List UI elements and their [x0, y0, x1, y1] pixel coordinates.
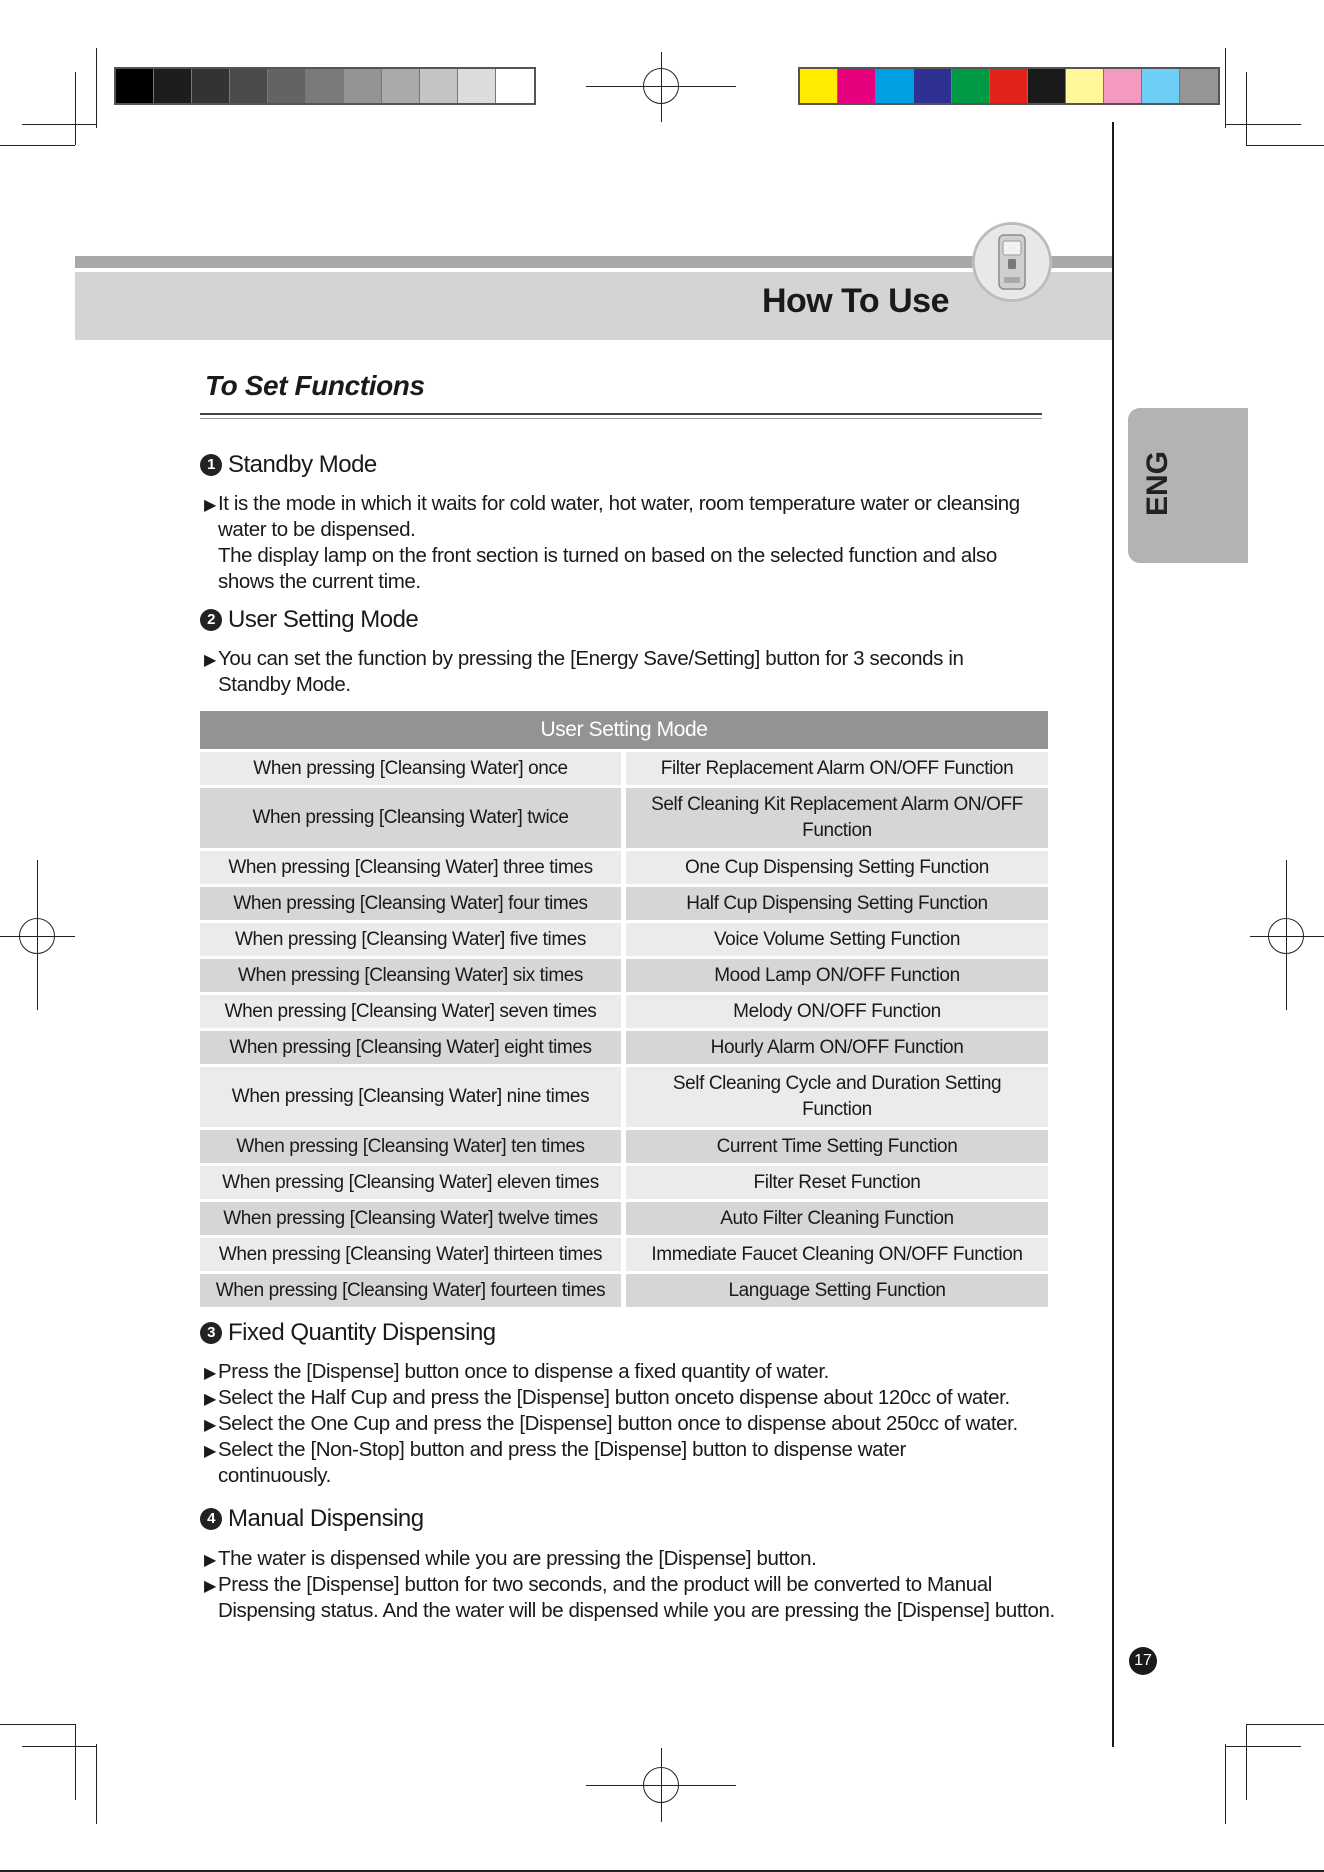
- paragraph-line: Standby Mode.: [218, 673, 351, 696]
- paragraph-line: Dispensing status. And the water will be dispensed while you are pressing the [Dispense] button.: [218, 1599, 1055, 1622]
- bullet-arrow-icon: ▶: [204, 497, 216, 514]
- heading-standby-mode: [200, 451, 377, 479]
- color-swatch: [1066, 69, 1104, 103]
- table-cell-function: Self Cleaning Cycle and Duration Setting Function: [626, 1067, 1048, 1127]
- page-title: How To Use: [761, 282, 949, 320]
- heading-text: Manual Dispensing: [228, 1505, 424, 1532]
- manual-dispensing-text: [204, 1546, 1084, 1624]
- heading-text: User Setting Mode: [228, 606, 419, 633]
- header-band-line: [75, 256, 1113, 268]
- bullet-arrow-icon: ▶: [204, 1417, 216, 1434]
- paragraph-line: The water is dispensed while you are pressing the [Dispense] button.: [218, 1547, 817, 1570]
- color-swatch: [116, 69, 154, 103]
- bullet-arrow-icon: ▶: [204, 652, 216, 669]
- table-cell-action: When pressing [Cleansing Water] seven times: [200, 995, 621, 1028]
- paragraph-line: You can set the function by pressing the [Energy Save/Setting] button for 3 seconds in: [218, 647, 964, 670]
- number-badge: 4: [200, 1508, 222, 1530]
- table-row: [200, 1202, 1048, 1235]
- table-cell-action: When pressing [Cleansing Water] ten times: [200, 1130, 621, 1163]
- table-body: [200, 752, 1048, 1307]
- paragraph-line: Select the [Non-Stop] button and press the [Dispense] button to dispense water: [218, 1438, 906, 1461]
- color-swatch: [496, 69, 534, 103]
- bullet-arrow-icon: ▶: [204, 1443, 216, 1460]
- table-cell-function: Filter Reset Function: [626, 1166, 1048, 1199]
- heading-manual-dispensing: [200, 1505, 424, 1533]
- table-row: [200, 923, 1048, 956]
- table-cell-action: When pressing [Cleansing Water] twice: [200, 788, 621, 848]
- color-swatch: [382, 69, 420, 103]
- paragraph-line: It is the mode in which it waits for cold water, hot water, room temperature water or cleansing: [218, 492, 1020, 515]
- table-cell-function: Language Setting Function: [626, 1274, 1048, 1307]
- user-setting-table: [200, 711, 1048, 1307]
- color-swatch: [990, 69, 1028, 103]
- color-swatch: [1028, 69, 1066, 103]
- color-swatch: [914, 69, 952, 103]
- color-swatch: [344, 69, 382, 103]
- table-cell-action: When pressing [Cleansing Water] thirteen times: [200, 1238, 621, 1271]
- paragraph-line: The display lamp on the front section is turned on based on the selected function and also: [218, 544, 997, 567]
- table-row: [200, 752, 1048, 785]
- table-row: [200, 995, 1048, 1028]
- color-swatch: [800, 69, 838, 103]
- color-swatch: [230, 69, 268, 103]
- table-cell-function: Current Time Setting Function: [626, 1130, 1048, 1163]
- color-swatch: [306, 69, 344, 103]
- paragraph-line: water to be dispensed.: [218, 518, 416, 541]
- paragraph-line: continuously.: [218, 1464, 331, 1487]
- paragraph-line: Select the Half Cup and press the [Dispense] button onceto dispense about 120cc of water.: [218, 1386, 1010, 1409]
- color-swatch: [154, 69, 192, 103]
- user-setting-mode-text: [204, 646, 1054, 698]
- table-row: [200, 1067, 1048, 1127]
- color-swatch: [268, 69, 306, 103]
- table-row: [200, 887, 1048, 920]
- number-badge: 1: [200, 454, 222, 476]
- table-cell-action: When pressing [Cleansing Water] eight times: [200, 1031, 621, 1064]
- table-cell-action: When pressing [Cleansing Water] twelve times: [200, 1202, 621, 1235]
- page-number: 17: [1129, 1647, 1157, 1675]
- table-cell-function: Self Cleaning Kit Replacement Alarm ON/OFF Function: [626, 788, 1048, 848]
- table-cell-action: When pressing [Cleansing Water] nine times: [200, 1067, 621, 1127]
- color-calibration-strip: [798, 67, 1220, 105]
- table-header: User Setting Mode: [200, 711, 1048, 749]
- heading-text: Fixed Quantity Dispensing: [228, 1319, 496, 1346]
- bullet-arrow-icon: ▶: [204, 1365, 216, 1382]
- table-cell-action: When pressing [Cleansing Water] six times: [200, 959, 621, 992]
- language-tab-label: ENG: [1141, 450, 1174, 516]
- color-swatch: [952, 69, 990, 103]
- section-divider-thin: [200, 418, 1042, 419]
- table-cell-action: When pressing [Cleansing Water] once: [200, 752, 621, 785]
- bullet-arrow-icon: ▶: [204, 1552, 216, 1569]
- section-divider: [200, 413, 1042, 415]
- water-purifier-icon: [972, 222, 1052, 302]
- table-row: [200, 1130, 1048, 1163]
- table-cell-action: When pressing [Cleansing Water] three times: [200, 851, 621, 884]
- bullet-arrow-icon: ▶: [204, 1578, 216, 1595]
- color-swatch: [838, 69, 876, 103]
- paragraph-line: shows the current time.: [218, 570, 421, 593]
- table-row: [200, 1238, 1048, 1271]
- color-swatch: [458, 69, 496, 103]
- table-cell-function: Filter Replacement Alarm ON/OFF Function: [626, 752, 1048, 785]
- table-row: [200, 1031, 1048, 1064]
- margin-rule: [1112, 122, 1114, 1747]
- table-row: [200, 851, 1048, 884]
- table-cell-function: Hourly Alarm ON/OFF Function: [626, 1031, 1048, 1064]
- table-cell-action: When pressing [Cleansing Water] four times: [200, 887, 621, 920]
- table-row: [200, 959, 1048, 992]
- color-swatch: [1142, 69, 1180, 103]
- table-cell-function: One Cup Dispensing Setting Function: [626, 851, 1048, 884]
- fixed-quantity-text: [204, 1359, 1054, 1489]
- paragraph-line: Press the [Dispense] button for two seconds, and the product will be converted to Manual: [218, 1573, 992, 1596]
- bullet-arrow-icon: ▶: [204, 1391, 216, 1408]
- table-cell-function: Auto Filter Cleaning Function: [626, 1202, 1048, 1235]
- grayscale-calibration-strip: [114, 67, 536, 105]
- color-swatch: [876, 69, 914, 103]
- table-cell-function: Immediate Faucet Cleaning ON/OFF Function: [626, 1238, 1048, 1271]
- section-title: To Set Functions: [205, 370, 425, 401]
- heading-text: Standby Mode: [228, 451, 377, 478]
- heading-user-setting-mode: [200, 606, 418, 634]
- number-badge: 3: [200, 1322, 222, 1344]
- table-cell-action: When pressing [Cleansing Water] five times: [200, 923, 621, 956]
- table-row: [200, 788, 1048, 848]
- standby-mode-text: [204, 491, 1054, 595]
- paragraph-line: Select the One Cup and press the [Dispense] button once to dispense about 250cc of water.: [218, 1412, 1018, 1435]
- color-swatch: [1180, 69, 1218, 103]
- table-cell-function: Voice Volume Setting Function: [626, 923, 1048, 956]
- header-band: [75, 272, 1113, 340]
- color-swatch: [420, 69, 458, 103]
- number-badge: 2: [200, 609, 222, 631]
- table-cell-action: When pressing [Cleansing Water] fourteen times: [200, 1274, 621, 1307]
- table-cell-function: Half Cup Dispensing Setting Function: [626, 887, 1048, 920]
- heading-fixed-quantity-dispensing: [200, 1319, 496, 1347]
- table-cell-action: When pressing [Cleansing Water] eleven times: [200, 1166, 621, 1199]
- table-row: [200, 1166, 1048, 1199]
- table-cell-function: Melody ON/OFF Function: [626, 995, 1048, 1028]
- color-swatch: [1104, 69, 1142, 103]
- paragraph-line: Press the [Dispense] button once to dispense a fixed quantity of water.: [218, 1360, 829, 1383]
- table-cell-function: Mood Lamp ON/OFF Function: [626, 959, 1048, 992]
- color-swatch: [192, 69, 230, 103]
- table-row: [200, 1274, 1048, 1307]
